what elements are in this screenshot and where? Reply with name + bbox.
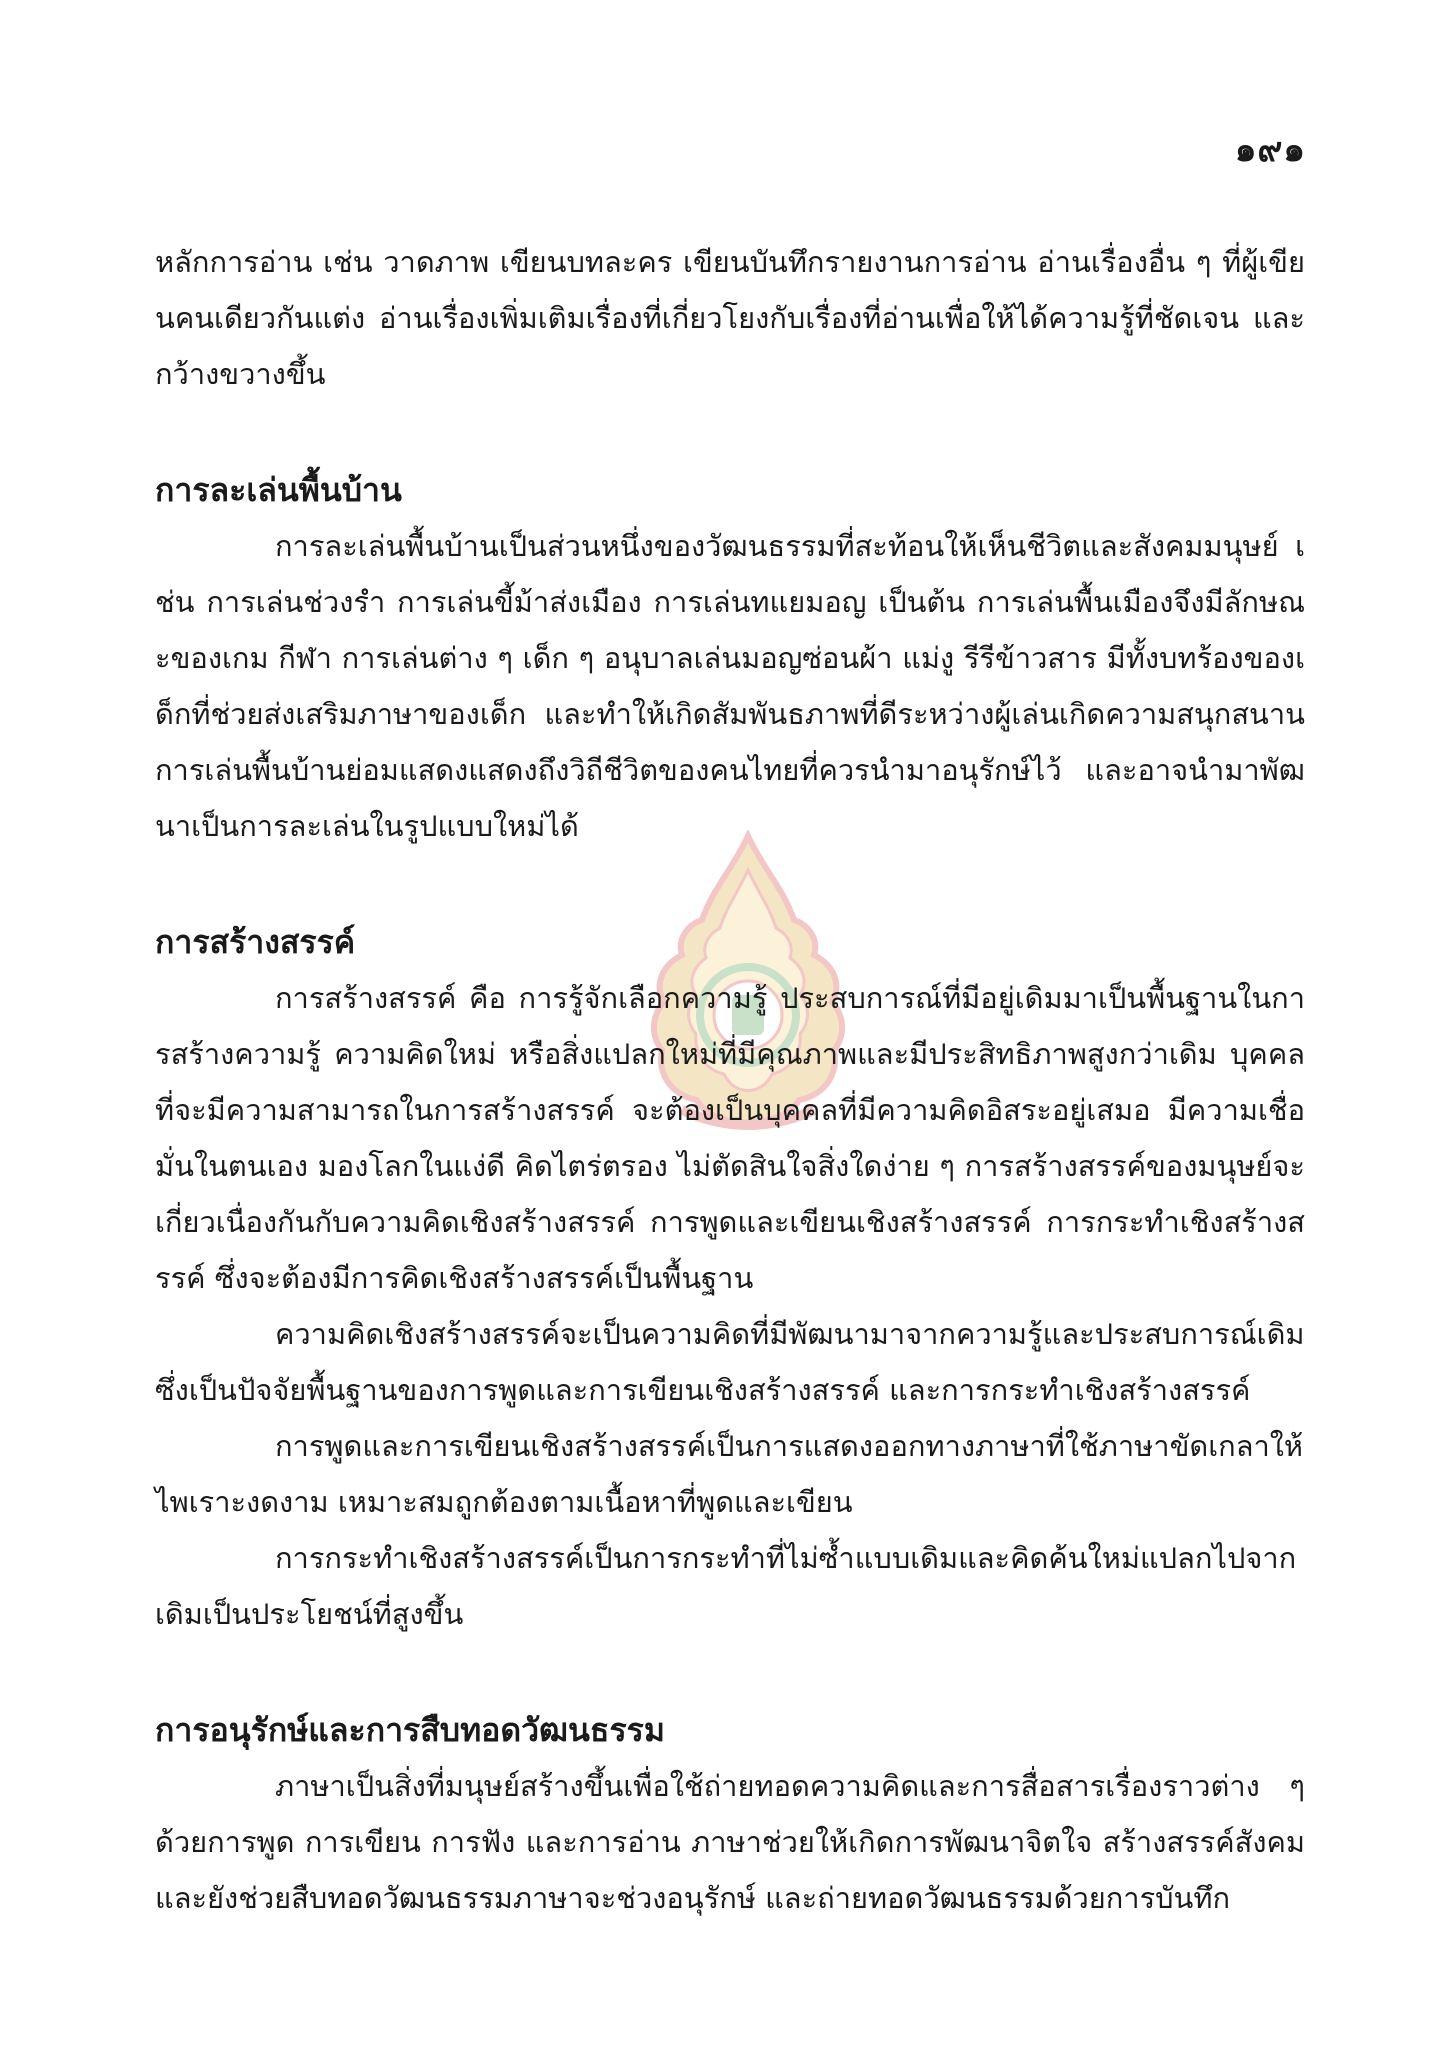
section-heading: การอนุรักษ์และการสืบทอดวัฒนธรรม: [155, 1711, 665, 1749]
body-paragraph: การพูดและการเขียนเชิงสร้างสรรค์เป็นการแสดงออกทางภาษาที่ใช้ภาษาขัดเกลาให้ไพเราะงดงาม เหมาะสมถูกต้องตามเนื้อหาที่พูดและเขียน: [155, 1429, 1304, 1519]
section-folk-games: [155, 462, 1305, 854]
page-number: ๑๙๑: [1234, 130, 1306, 170]
body-paragraph: การสร้างสรรค์ คือ การรู้จักเลือกความรู้ ประสบการณ์ที่มีอยู่เดิมมาเป็นพื้นฐานในการสร้างความรู้ ความคิดใหม่ หรือสิ่งแปลกใหม่ที่มีคุณภาพและมีประสิทธิภาพสูงกว่าเดิม บุคคลที่จะมีความสามารถในการสร้างสรรค์ จะต้องเป็นบุคคลที่มีความคิดอิสระอยู่เสมอ มีความเชื่อมั่นในตนเอง มองโลกในแง่ดี คิดไตร่ตรอง ไม่ตัดสินใจสิ่งใดง่าย ๆ การสร้างสรรค์ของมนุษย์จะเกี่ยวเนื่องกันกับความคิดเชิงสร้างสรรค์ การพูดและเขียนเชิงสร้างสรรค์ การกระทำเชิงสร้างสรรค์ ซึ่งจะต้องมีการคิดเชิงสร้างสรรค์เป็นพื้นฐาน: [155, 981, 1305, 1295]
body-paragraph: ภาษาเป็นสิ่งที่มนุษย์สร้างขึ้นเพื่อใช้ถ่ายทอดความคิดและการสื่อสารเรื่องราวต่าง ๆ ด้วยการพูด การเขียน การฟัง และการอ่าน ภาษาช่วยให้เกิดการพัฒนาจิตใจ สร้างสรรค์สังคม และยังช่วยสืบทอดวัฒนธรรมภาษาจะช่วงอนุรักษ์ และถ่ายทอดวัฒนธรรมด้วยการบันทึก: [155, 1769, 1305, 1915]
section-culture-preservation: [155, 1702, 1305, 1926]
section-heading: การสร้างสรรค์: [155, 923, 356, 961]
section-creativity: [155, 914, 1305, 1642]
body-paragraph: ความคิดเชิงสร้างสรรค์จะเป็นความคิดที่มีพัฒนามาจากความรู้และประสบการณ์เดิมซึ่งเป็นปัจจัยพื้นฐานของการพูดและการเขียนเชิงสร้างสรรค์ และการกระทำเชิงสร้างสรรค์: [155, 1317, 1305, 1407]
document-body: [155, 234, 1305, 1926]
body-paragraph: การละเล่นพื้นบ้านเป็นส่วนหนึ่งของวัฒนธรรมที่สะท้อนให้เห็นชีวิตและสังคมมนุษย์ เช่น การเล่นช่วงรำ การเล่นขี้ม้าส่งเมือง การเล่นทแยมอญ เป็นต้น การเล่นพื้นเมืองจึงมีลักษณะของเกม กีฬา การเล่นต่าง ๆ เด็ก ๆ อนุบาลเล่นมอญซ่อนผ้า แม่งู รีรีข้าวสาร มีทั้งบทร้องของเด็กที่ช่วยส่งเสริมภาษาของเด็ก และทำให้เกิดสัมพันธภาพที่ดีระหว่างผู้เล่นเกิดความสนุกสนาน การเล่นพื้นบ้านย่อมแสดงแสดงถึงวิถีชีวิตของคนไทยที่ควรนำมาอนุรักษ์ไว้ และอาจนำมาพัฒนาเป็นการละเล่นในรูปแบบใหม่ได้: [155, 529, 1305, 843]
intro-paragraph: หลักการอ่าน เช่น วาดภาพ เขียนบทละคร เขียนบันทึกรายงานการอ่าน อ่านเรื่องอื่น ๆ ที่ผู้เขียนคนเดียวกันแต่ง อ่านเรื่องเพิ่มเติมเรื่องที่เกี่ยวโยงกับเรื่องที่อ่านเพื่อให้ได้ความรู้ที่ชัดเจน และกว้างขวางขึ้น: [155, 245, 1305, 391]
section-heading: การละเล่นพื้นบ้าน: [155, 471, 402, 509]
body-paragraph: การกระทำเชิงสร้างสรรค์เป็นการกระทำที่ไม่ซ้ำแบบเดิมและคิดค้นใหม่แปลกไปจากเดิมเป็นประโยชน์ที่สูงขึ้น: [155, 1541, 1297, 1631]
